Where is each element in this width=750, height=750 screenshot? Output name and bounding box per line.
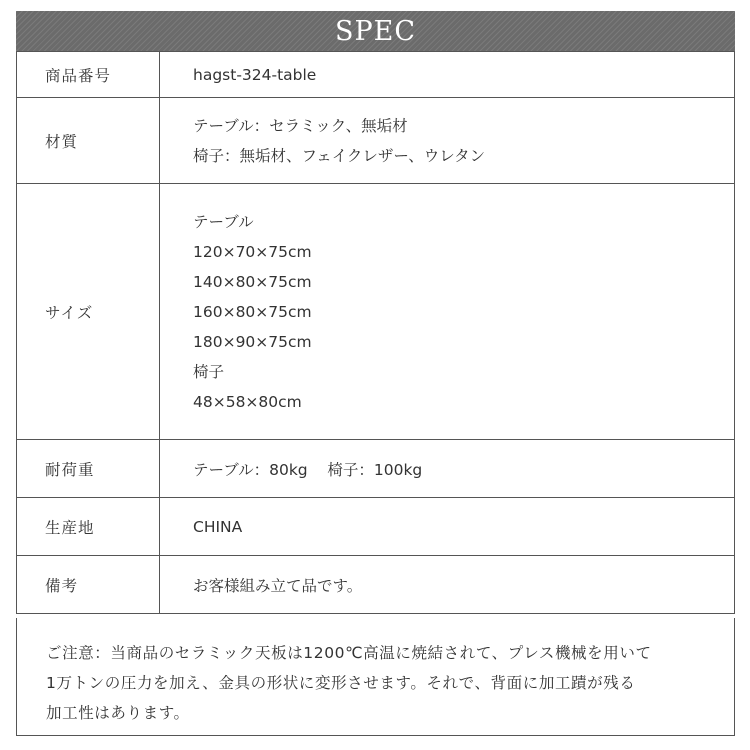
spec-title: SPEC	[334, 15, 417, 47]
spec-row-size	[17, 184, 735, 440]
spec-row-material	[17, 98, 735, 184]
size-line: テーブル	[193, 212, 254, 231]
spec-value-note: お客様組み立て品です。	[160, 556, 735, 614]
spec-label-origin: 生産地	[17, 498, 160, 556]
material-line: テーブル：セラミック、無垢材	[193, 116, 408, 135]
notice-line: 1万トンの圧力を加え、金具の形状に変形させます。それで、背面に加工蹟が残る	[46, 674, 636, 692]
size-line: 180×90×75cm	[193, 332, 312, 351]
size-line: 140×80×75cm	[193, 272, 312, 291]
spec-row-origin	[17, 498, 735, 556]
size-line: 160×80×75cm	[193, 302, 312, 321]
material-line: 椅子：無垢材、フェイクレザー、ウレタン	[193, 146, 486, 165]
spec-value-load	[160, 440, 735, 498]
notice-line: 加工性はあります。	[46, 704, 190, 722]
size-line: 48×58×80cm	[193, 392, 302, 411]
spec-label-note: 備考	[17, 556, 160, 614]
spec-value-product-number: hagst-324-table	[160, 52, 735, 98]
spec-label-load: 耐荷重	[17, 440, 160, 498]
spec-label-size: サイズ	[17, 184, 160, 440]
spec-row-load	[17, 440, 735, 498]
load-table: テーブル：80kg	[193, 460, 308, 479]
size-line: 椅子	[193, 362, 225, 381]
spec-label-product-number: 商品番号	[17, 52, 160, 98]
spec-value-origin: CHINA	[160, 498, 735, 556]
spec-header	[16, 11, 735, 51]
spec-row-note	[17, 556, 735, 614]
spec-value-material	[160, 98, 735, 184]
spec-table	[16, 51, 735, 614]
notice-box	[16, 618, 735, 736]
spec-value-size	[160, 184, 735, 440]
load-chair: 椅子：100kg	[327, 460, 423, 479]
spec-row-product-number	[17, 52, 735, 98]
notice-line: ご注意：当商品のセラミック天板は1200℃高温に焼結されて、プレス機械を用いて	[46, 644, 652, 662]
spec-label-material: 材質	[17, 98, 160, 184]
size-line: 120×70×75cm	[193, 242, 312, 261]
